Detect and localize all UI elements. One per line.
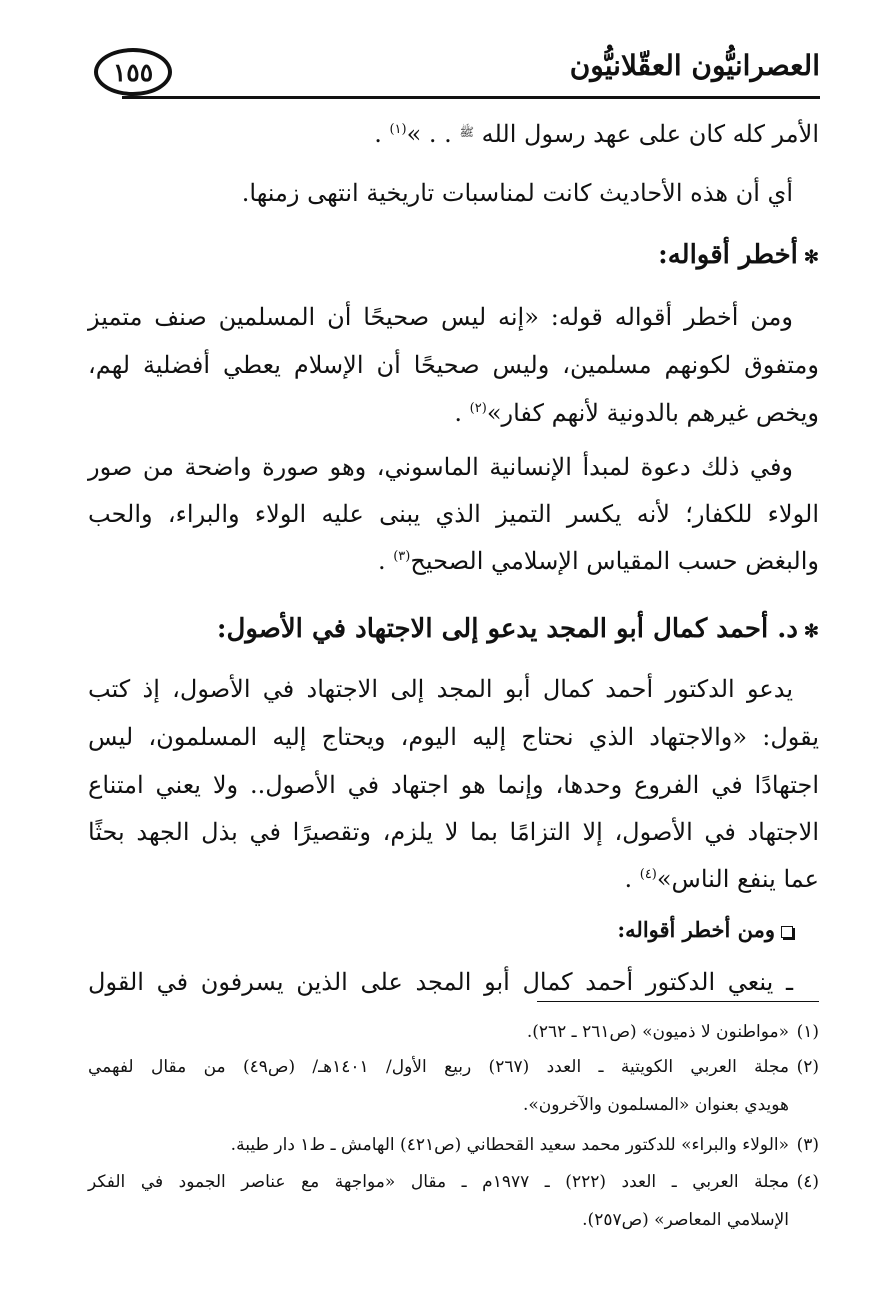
- footnote-text: مجلة العربي ـ العدد (٢٢٢) ـ ١٩٧٧م ـ مقال «مواجهة مع عناصر الجمود في الفكر: [88, 1172, 789, 1192]
- text-line: ومن أخطر أقواله قوله: «إنه ليس صحيحًا أن المسلمين صنف متميز: [88, 303, 793, 331]
- box-bullet-icon: [781, 926, 793, 938]
- running-title: العصرانيُّون العقّلانيُّون: [569, 49, 820, 82]
- text-line: الولاء للكفار؛ لأنه يكسر التميز الذي يبنى عليه الولاء والبراء، والحب: [88, 500, 819, 528]
- text: والبغض حسب المقياس الإسلامي الصحيح: [410, 547, 819, 575]
- header-rule: [122, 96, 820, 99]
- page-header: [88, 40, 820, 104]
- text: ويخص غيرهم بالدونية لأنهم كفار»: [486, 399, 819, 427]
- text-line: الاجتهاد في الأصول، إلا التزامًا بما لا يلزم، وتقصيرًا في بذل الجهد بحثًا: [88, 818, 819, 846]
- footnote-ref: (٣): [393, 549, 411, 564]
- footnote-text: مجلة العربي الكويتية ـ العدد (٢٦٧) ربيع الأول/ ١٤٠١هـ/ (ص٤٩) من مقال لفهمي: [88, 1057, 789, 1077]
- text: .: [377, 547, 394, 575]
- heading-text: د. أحمد كمال أبو المجد يدعو إلى الاجتهاد في الأصول:: [216, 614, 798, 644]
- footnote-separator: [537, 1001, 819, 1002]
- footnote-continuation: الإسلامي المعاصر» (ص٢٥٧).: [582, 1210, 789, 1230]
- footnote-ref: (٤): [639, 867, 657, 882]
- heading-text: أخطر أقواله:: [658, 240, 798, 270]
- asterism-icon: ✻: [803, 247, 819, 268]
- footnote-text: «الولاء والبراء» للدكتور محمد سعيد القحطاني (ص٤٢١) الهامش ـ ط١ دار طيبة.: [230, 1135, 789, 1155]
- footnote-number: (١): [796, 1022, 819, 1042]
- footnote: [527, 1020, 819, 1044]
- footnote: [88, 1170, 819, 1194]
- footnote-number: (٢): [796, 1057, 819, 1077]
- text-line: يدعو الدكتور أحمد كمال أبو المجد إلى الاجتهاد في الأصول، إذ كتب: [88, 675, 793, 703]
- footnote-ref: (١): [389, 122, 407, 137]
- text-line: ـ ينعي الدكتور أحمد كمال أبو المجد على الذين يسرفون في القول: [88, 968, 793, 996]
- section-heading: [217, 612, 819, 649]
- page-number-badge: [94, 48, 172, 96]
- text-line: [454, 396, 819, 430]
- footnote-number: (٣): [796, 1135, 819, 1155]
- text: . . »: [406, 120, 452, 148]
- page-number: ١٥٥: [112, 57, 154, 87]
- text: .: [454, 399, 470, 427]
- text-line: ومتفوق لكونهم مسلمين، وليس صحيحًا أن الإسلام يعطي أفضلية لهم،: [88, 351, 819, 379]
- footnote-continuation: هويدي بعنوان «المسلمون والآخرون».: [522, 1095, 789, 1115]
- section-heading: [658, 238, 819, 275]
- sub-heading: [617, 913, 793, 947]
- footnote: [231, 1133, 819, 1157]
- text-line: [374, 115, 819, 151]
- text-line: يقول: «والاجتهاد الذي نحتاج إليه اليوم، ويحتاج إليه المسلمون، ليس: [88, 723, 819, 751]
- text-line: وفي ذلك دعوة لمبدأ الإنسانية الماسوني، وهو صورة واضحة من صور: [88, 453, 793, 481]
- text-line: [624, 862, 819, 896]
- footnote: [88, 1055, 819, 1079]
- text: الأمر كله كان على عهد رسول الله: [481, 120, 819, 148]
- text: .: [624, 865, 640, 893]
- footnote-number: (٤): [796, 1172, 819, 1192]
- asterism-icon: ✻: [803, 621, 819, 642]
- text: عما ينفع الناس»: [656, 865, 819, 893]
- text-line: اجتهادًا في الفروع وحدها، وإنما هو اجتهاد في الأصول.. ولا يعني امتناع: [88, 771, 819, 799]
- heading-text: ومن أخطر أقواله:: [617, 917, 775, 942]
- text-line: أي أن هذه الأحاديث كانت لمناسبات تاريخية انتهى زمنها.: [241, 179, 793, 207]
- footnote-text: «مواطنون لا ذميون» (ص٢٦١ ـ ٢٦٢).: [526, 1022, 789, 1042]
- text-line: [378, 544, 819, 578]
- text: .: [374, 120, 390, 148]
- footnote-ref: (٢): [469, 401, 487, 416]
- honorific-glyph: ﷺ: [459, 125, 474, 139]
